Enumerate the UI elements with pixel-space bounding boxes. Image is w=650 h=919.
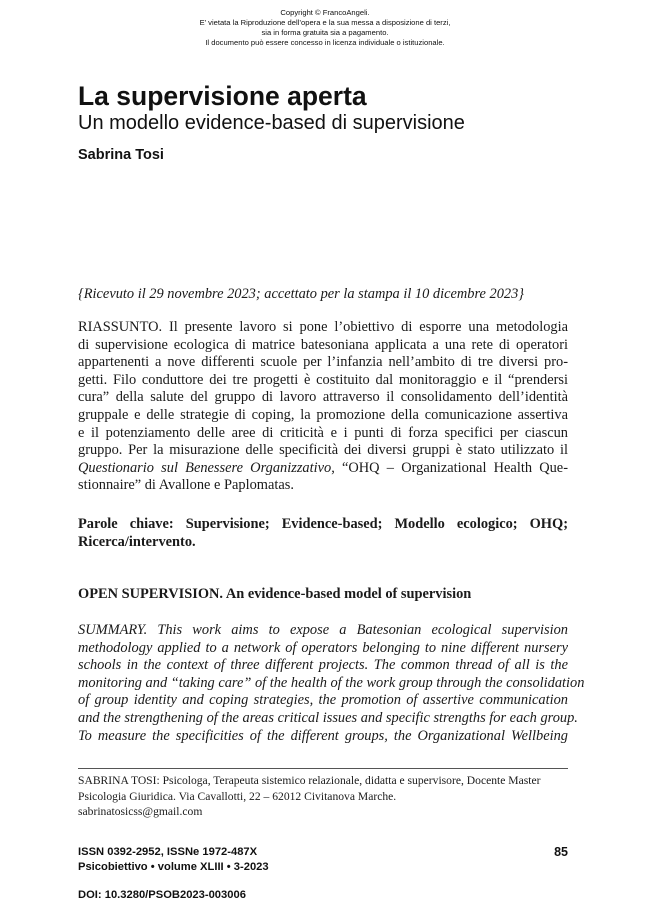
abstract-line	[78, 460, 568, 478]
article-author: Sabrina Tosi	[78, 147, 164, 163]
abstract-line: getti. Filo conduttore dei tre progetti è costituito dal monitoraggio e il “prendersi	[78, 371, 568, 388]
copyright-line: Copyright © FrancoAngeli.	[280, 8, 370, 17]
questionnaire-title: Questionario sul Benessere Organizzativo	[78, 459, 332, 476]
copyright-line: E’ vietata la Riproduzione dell’opera e la sua messa a disposizione di terzi,	[199, 18, 451, 27]
footnote-line: Psicologia Giuridica. Via Cavallotti, 22 – 62012 Civitanova Marche.	[78, 789, 397, 803]
summary-line: and the strengthening of the areas critical issues and specific strengths for each group.	[78, 709, 578, 726]
summary-line: of group identity and coping strategies, the promotion of assertive communication	[78, 692, 568, 709]
page-number: 85	[554, 845, 568, 859]
abstract-line: stionnaire” di Avallone e Paplomatas.	[78, 477, 294, 494]
summary-line: To measure the specificities of the different groups, the Organizational Wellbeing	[78, 727, 568, 744]
abstract-line: e il potenziamento delle aree di criticità e i punti di forza specifici per ciascun	[78, 424, 568, 441]
summary-english	[78, 622, 585, 745]
abstract-line: appartenenti a nove differenti scuole per l’infanzia nell’ambito di tre diversi pro-	[78, 354, 568, 371]
abstract-line-continuation: , “OHQ – Organizational Health Que-	[331, 459, 568, 476]
abstract-line: gruppale e delle strategie di coping, la promozione della comunicazione assertiva	[78, 406, 568, 423]
doi: DOI: 10.3280/PSOB2023-003006	[78, 889, 246, 901]
issn: ISSN 0392-2952, ISSNe 1972-487X	[78, 846, 258, 858]
summary-line: methodology applied to a network of operators belonging to nine different nursery	[78, 639, 568, 656]
summary-line: SUMMARY. This work aims to expose a Batesonian ecological supervision	[78, 622, 568, 638]
copyright-line: Il documento può essere concesso in licenza individuale o istituzionale.	[205, 38, 445, 47]
summary-line: schools in the context of three different projects. The common thread of all is the	[78, 657, 568, 674]
copyright-notice	[0, 8, 650, 48]
summary-line: monitoring and “taking care” of the health of the work group through the consolidation	[78, 674, 585, 691]
keywords-line: Ricerca/intervento.	[78, 533, 196, 550]
abstract-line: gruppo. Per la misurazione delle specificità dei diversi gruppi è stato utilizzato il	[78, 442, 568, 459]
english-title: OPEN SUPERVISION. An evidence-based model of supervision	[78, 586, 472, 602]
journal-volume: Psicobiettivo • volume XLIII • 3-2023	[78, 860, 269, 873]
journal-info	[78, 845, 269, 874]
author-email: sabrinatosicss@gmail.com	[78, 805, 203, 819]
abstract-line: RIASSUNTO. Il presente lavoro si pone l’obiettivo di esporre una metodologia	[78, 319, 568, 335]
article-title: La supervisione aperta	[78, 81, 367, 111]
abstract-italian	[78, 319, 568, 495]
abstract-line: cura” della salute del gruppo di lavoro attraverso il consolidamento dell’identità	[78, 389, 568, 406]
footnote-divider	[78, 768, 568, 769]
keywords-line: Parole chiave: Supervisione; Evidence-based; Modello ecologico; OHQ;	[78, 516, 568, 532]
author-footnote	[78, 773, 568, 820]
copyright-line: sia in forma gratuita sia a pagamento.	[261, 28, 389, 37]
keywords	[78, 516, 568, 551]
footnote-line: SABRINA TOSI: Psicologa, Terapeuta sistemico relazionale, didatta e supervisore, Docente Master	[78, 774, 541, 787]
article-subtitle: Un modello evidence-based di supervisione	[78, 112, 465, 134]
received-date: {Ricevuto il 29 novembre 2023; accettato per la stampa il 10 dicembre 2023}	[78, 286, 525, 302]
abstract-line: di supervisione ecologica di matrice batesoniana applicata a una rete di operatori	[78, 336, 568, 353]
